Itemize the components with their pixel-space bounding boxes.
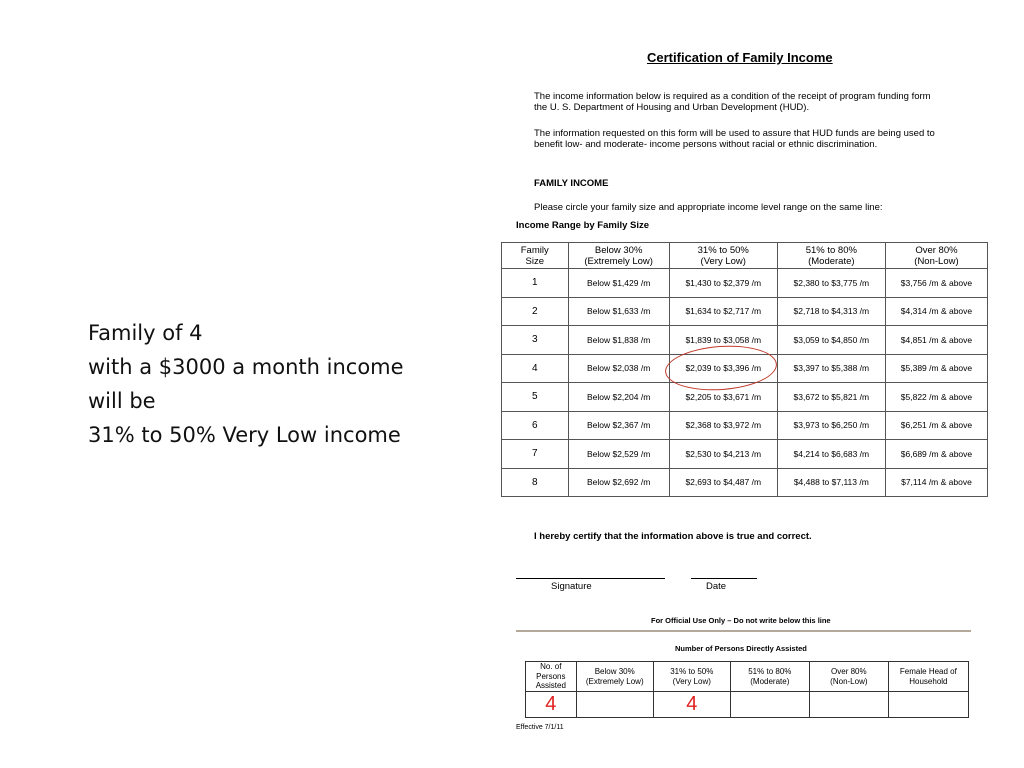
cell-over-80: $7,114 /m & above: [885, 468, 987, 497]
cell-over-80: $4,314 /m & above: [885, 297, 987, 326]
cell-below-30: Below $2,038 /m: [568, 354, 669, 383]
header-no-of-persons: No. of Persons Assisted: [526, 662, 577, 692]
cell-31-to-50: $2,530 to $4,213 /m: [669, 440, 777, 469]
handwritten-very-low-count: 4: [653, 692, 730, 718]
callout-line-1: Family of 4: [88, 321, 203, 345]
assist-cell-51-to-80: [730, 692, 809, 718]
handwritten-persons-count: 4: [526, 692, 577, 718]
cell-51-to-80: $3,973 to $6,250 /m: [777, 411, 885, 440]
form-title: Certification of Family Income: [647, 50, 833, 65]
annotation-callout: [88, 316, 468, 452]
cell-family-size: 2: [502, 297, 569, 326]
cell-over-80: $5,822 /m & above: [885, 383, 987, 412]
persons-assisted-title: Number of Persons Directly Assisted: [675, 644, 807, 653]
family-income-heading: FAMILY INCOME: [534, 178, 609, 189]
income-table-header-row: [502, 243, 988, 269]
cell-over-80: $4,851 /m & above: [885, 326, 987, 355]
table-row: [502, 468, 988, 497]
cell-over-80: $5,389 /m & above: [885, 354, 987, 383]
effective-date: Effective 7/1/11: [516, 724, 564, 731]
assist-cell-over-80: [809, 692, 888, 718]
circle-instruction: Please circle your family size and appropriate income level range on the same line:: [534, 202, 883, 213]
header-below-30: Below 30% (Extremely Low): [576, 662, 653, 692]
purpose-paragraph: The information requested on this form will be used to assure that HUD funds are being used to benefit low- and moderate- income persons without racial or ethnic discrimination.: [534, 128, 935, 150]
table-row: [502, 411, 988, 440]
cell-over-80: $6,689 /m & above: [885, 440, 987, 469]
cell-family-size: 6: [502, 411, 569, 440]
table-row: [502, 297, 988, 326]
cell-family-size: 8: [502, 468, 569, 497]
header-female-head: Female Head of Household: [888, 662, 968, 692]
cell-below-30: Below $1,838 /m: [568, 326, 669, 355]
cell-family-size: 4: [502, 354, 569, 383]
cell-31-to-50: $2,368 to $3,972 /m: [669, 411, 777, 440]
cell-51-to-80: $4,214 to $6,683 /m: [777, 440, 885, 469]
cell-over-80: $3,756 /m & above: [885, 269, 987, 298]
cell-51-to-80: $3,059 to $4,850 /m: [777, 326, 885, 355]
cell-31-to-50: $2,205 to $3,671 /m: [669, 383, 777, 412]
table-row: [502, 440, 988, 469]
signature-label: Signature: [551, 581, 592, 592]
table-row: [502, 269, 988, 298]
cell-31-to-50: $1,634 to $2,717 /m: [669, 297, 777, 326]
cell-below-30: Below $1,633 /m: [568, 297, 669, 326]
cell-51-to-80: $4,488 to $7,113 /m: [777, 468, 885, 497]
cell-over-80: $6,251 /m & above: [885, 411, 987, 440]
assist-cell-below-30: [576, 692, 653, 718]
header-31-to-50: 31% to 50% (Very Low): [669, 243, 777, 269]
intro-paragraph: The income information below is required as a condition of the receipt of program funding form the U. S. Department of Housing and Urban Development (HUD).: [534, 91, 931, 113]
cell-31-to-50: $2,693 to $4,487 /m: [669, 468, 777, 497]
header-51-to-80: 51% to 80% (Moderate): [730, 662, 809, 692]
header-51-to-80: 51% to 80% (Moderate): [777, 243, 885, 269]
assist-table-header-row: [526, 662, 969, 692]
callout-line-2: with a $3000 a month income: [88, 355, 404, 379]
header-over-80: Over 80% (Non-Low): [809, 662, 888, 692]
cell-family-size: 7: [502, 440, 569, 469]
cell-below-30: Below $2,692 /m: [568, 468, 669, 497]
income-range-title: Income Range by Family Size: [516, 220, 650, 231]
cell-31-to-50: $1,839 to $3,058 /m: [669, 326, 777, 355]
callout-line-4: 31% to 50% Very Low income: [88, 423, 401, 447]
cell-below-30: Below $2,529 /m: [568, 440, 669, 469]
assist-cell-female-head: [888, 692, 968, 718]
cell-31-to-50: $1,430 to $2,379 /m: [669, 269, 777, 298]
divider: [516, 630, 971, 632]
date-line: [691, 578, 757, 579]
date-label: Date: [706, 581, 727, 592]
cell-family-size: 1: [502, 269, 569, 298]
cell-below-30: Below $2,204 /m: [568, 383, 669, 412]
cell-below-30: Below $2,367 /m: [568, 411, 669, 440]
certification-statement: I hereby certify that the information above is true and correct.: [534, 531, 812, 542]
header-31-to-50: 31% to 50% (Very Low): [653, 662, 730, 692]
header-over-80: Over 80% (Non-Low): [885, 243, 987, 269]
cell-51-to-80: $2,718 to $4,313 /m: [777, 297, 885, 326]
cell-31-to-50-highlighted: $2,039 to $3,396 /m: [669, 354, 777, 383]
callout-line-3: will be: [88, 389, 156, 413]
table-row: [502, 383, 988, 412]
header-below-30: Below 30% (Extremely Low): [568, 243, 669, 269]
table-row: [526, 692, 969, 718]
header-family-size: Family Size: [502, 243, 569, 269]
persons-assisted-table: [525, 661, 969, 718]
cell-below-30: Below $1,429 /m: [568, 269, 669, 298]
cell-family-size: 3: [502, 326, 569, 355]
cell-51-to-80: $2,380 to $3,775 /m: [777, 269, 885, 298]
official-use-note: For Official Use Only – Do not write below this line: [651, 616, 831, 625]
cell-51-to-80: $3,397 to $5,388 /m: [777, 354, 885, 383]
signature-line: [516, 578, 665, 579]
cell-51-to-80: $3,672 to $5,821 /m: [777, 383, 885, 412]
cell-family-size: 5: [502, 383, 569, 412]
